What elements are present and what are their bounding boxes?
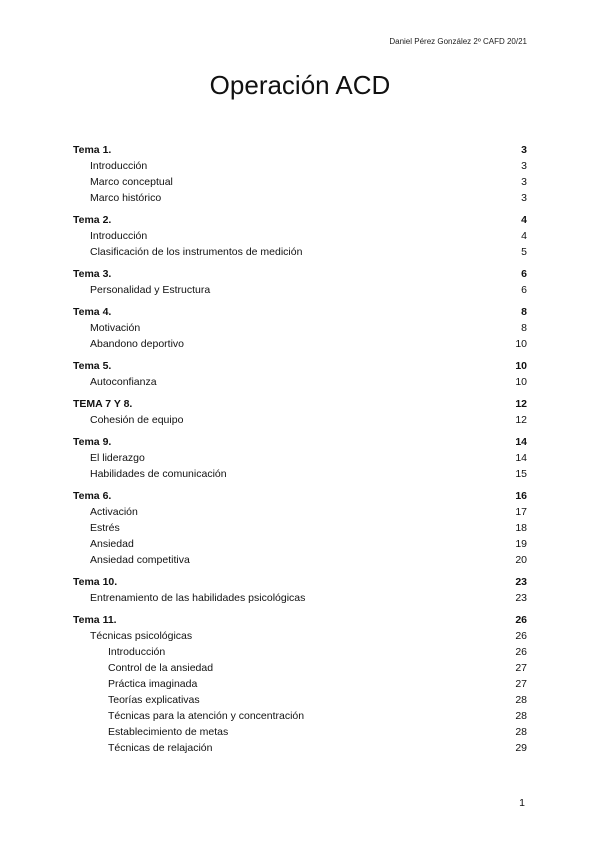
toc-section [73,488,527,568]
toc-entry[interactable] [73,320,527,336]
toc-entry-title: Estrés [90,522,120,534]
toc-subentry[interactable] [73,660,527,676]
toc-entry-page: 20 [515,554,527,566]
toc-section-heading[interactable] [73,612,527,628]
toc-subentry[interactable] [73,740,527,756]
toc-entry-title: Personalidad y Estructura [90,284,211,296]
toc-entry[interactable] [73,190,527,206]
toc-entry-title: Tema 3. [73,268,112,280]
toc-entry-title: Tema 1. [73,144,112,156]
toc-entry-page: 3 [521,144,527,156]
toc-entry-page: 23 [515,576,527,588]
toc-section [73,212,527,260]
toc-entry-page: 28 [515,726,527,738]
toc-entry-page: 8 [521,306,527,318]
toc-entry-title: Tema 2. [73,214,112,226]
toc-entry-title: Entrenamiento de las habilidades psicológicas [90,592,306,604]
toc-entry[interactable] [73,466,527,482]
toc-entry-page: 14 [515,436,527,448]
toc-entry-title: TEMA 7 Y 8. [73,398,133,410]
toc-entry-title: Marco conceptual [90,176,173,188]
toc-entry-page: 29 [515,742,527,754]
toc-entry-page: 5 [521,246,527,258]
toc-entry-page: 10 [515,360,527,372]
toc-entry-title: Introducción [108,646,166,658]
toc-entry-title: Clasificación de los instrumentos de medición [90,246,303,258]
toc-entry-page: 3 [521,160,527,172]
toc-entry-title: Introducción [90,160,148,172]
toc-section-heading[interactable] [73,266,527,282]
toc-entry-title: Activación [90,506,138,518]
toc-entry[interactable] [73,158,527,174]
toc-entry-title: Tema 5. [73,360,112,372]
toc-entry-page: 3 [521,192,527,204]
toc-entry-title: Tema 4. [73,306,112,318]
toc-entry-page: 27 [515,662,527,674]
toc-entry-page: 3 [521,176,527,188]
toc-subentry[interactable] [73,676,527,692]
toc-section [73,612,527,756]
toc-entry-title: Técnicas psicológicas [90,630,193,642]
toc-entry-title: El liderazgo [90,452,145,464]
toc-entry-page: 23 [515,592,527,604]
toc-entry[interactable] [73,228,527,244]
page-number: 1 [519,797,525,809]
toc-entry-title: Ansiedad competitiva [90,554,190,566]
toc-entry-page: 4 [521,214,527,226]
toc-section-heading[interactable] [73,212,527,228]
toc-entry[interactable] [73,536,527,552]
toc-entry-title: Introducción [90,230,148,242]
toc-section-heading[interactable] [73,434,527,450]
toc-entry-title: Tema 6. [73,490,112,502]
toc-entry-page: 14 [515,452,527,464]
toc-entry-page: 26 [515,646,527,658]
toc-subentry[interactable] [73,692,527,708]
toc-entry-title: Abandono deportivo [90,338,184,350]
toc-entry-title: Marco histórico [90,192,162,204]
toc-entry-page: 28 [515,694,527,706]
toc-subentry[interactable] [73,724,527,740]
toc-entry-page: 18 [515,522,527,534]
toc-entry-page: 12 [515,398,527,410]
toc-entry-title: Tema 11. [73,614,117,626]
toc-section [73,396,527,428]
toc-entry[interactable] [73,520,527,536]
toc-entry-page: 16 [515,490,527,502]
toc-entry-title: Práctica imaginada [108,678,198,690]
toc-entry-page: 12 [515,414,527,426]
toc-entry-title: Tema 10. [73,576,118,588]
toc-entry-title: Técnicas para la atención y concentración [108,710,305,722]
toc-section-heading[interactable] [73,304,527,320]
toc-entry[interactable] [73,336,527,352]
toc-entry-title: Establecimiento de metas [108,726,229,738]
toc-section-heading[interactable] [73,142,527,158]
toc-section [73,358,527,390]
toc-entry-page: 8 [521,322,527,334]
toc-entry[interactable] [73,450,527,466]
toc-entry-page: 28 [515,710,527,722]
toc-entry-page: 26 [515,614,527,626]
toc-section-heading[interactable] [73,358,527,374]
toc-section [73,142,527,206]
toc-entry[interactable] [73,412,527,428]
toc-entry[interactable] [73,504,527,520]
toc-section-heading[interactable] [73,488,527,504]
toc-entry-page: 26 [515,630,527,642]
toc-entry-title: Habilidades de comunicación [90,468,227,480]
toc-entry-page: 15 [515,468,527,480]
toc-entry[interactable] [73,282,527,298]
toc-section [73,266,527,298]
toc-entry[interactable] [73,244,527,260]
toc-subentry[interactable] [73,644,527,660]
toc-subentry[interactable] [73,708,527,724]
toc-entry-page: 19 [515,538,527,550]
document-title: Operación ACD [209,70,391,100]
toc-entry-title: Autoconfianza [90,376,157,388]
toc-section [73,304,527,352]
toc-entry-page: 10 [515,376,527,388]
toc-entry-title: Control de la ansiedad [108,662,214,674]
running-header: Daniel Pérez González 2º CAFD 20/21 [389,37,527,46]
toc-entry[interactable] [73,590,527,606]
toc-entry-title: Tema 9. [73,436,112,448]
toc-entry-title: Cohesión de equipo [90,414,184,426]
toc-section-heading[interactable] [73,396,527,412]
toc-section-heading[interactable] [73,574,527,590]
toc-section [73,434,527,482]
toc-section [73,574,527,606]
toc-entry-page: 17 [515,506,527,518]
toc-entry-title: Técnicas de relajación [108,742,213,754]
toc-entry-page: 10 [515,338,527,350]
toc-entry[interactable] [73,552,527,568]
toc-entry[interactable] [73,374,527,390]
toc-entry-title: Ansiedad [90,538,134,550]
toc-entry-title: Teorías explicativas [108,694,200,706]
toc-entry-page: 4 [521,230,527,242]
toc-entry[interactable] [73,174,527,190]
toc-entry[interactable] [73,628,527,644]
toc-entry-title: Motivación [90,322,141,334]
table-of-contents [73,142,527,762]
toc-entry-page: 6 [521,284,527,296]
toc-entry-page: 27 [515,678,527,690]
toc-entry-page: 6 [521,268,527,280]
